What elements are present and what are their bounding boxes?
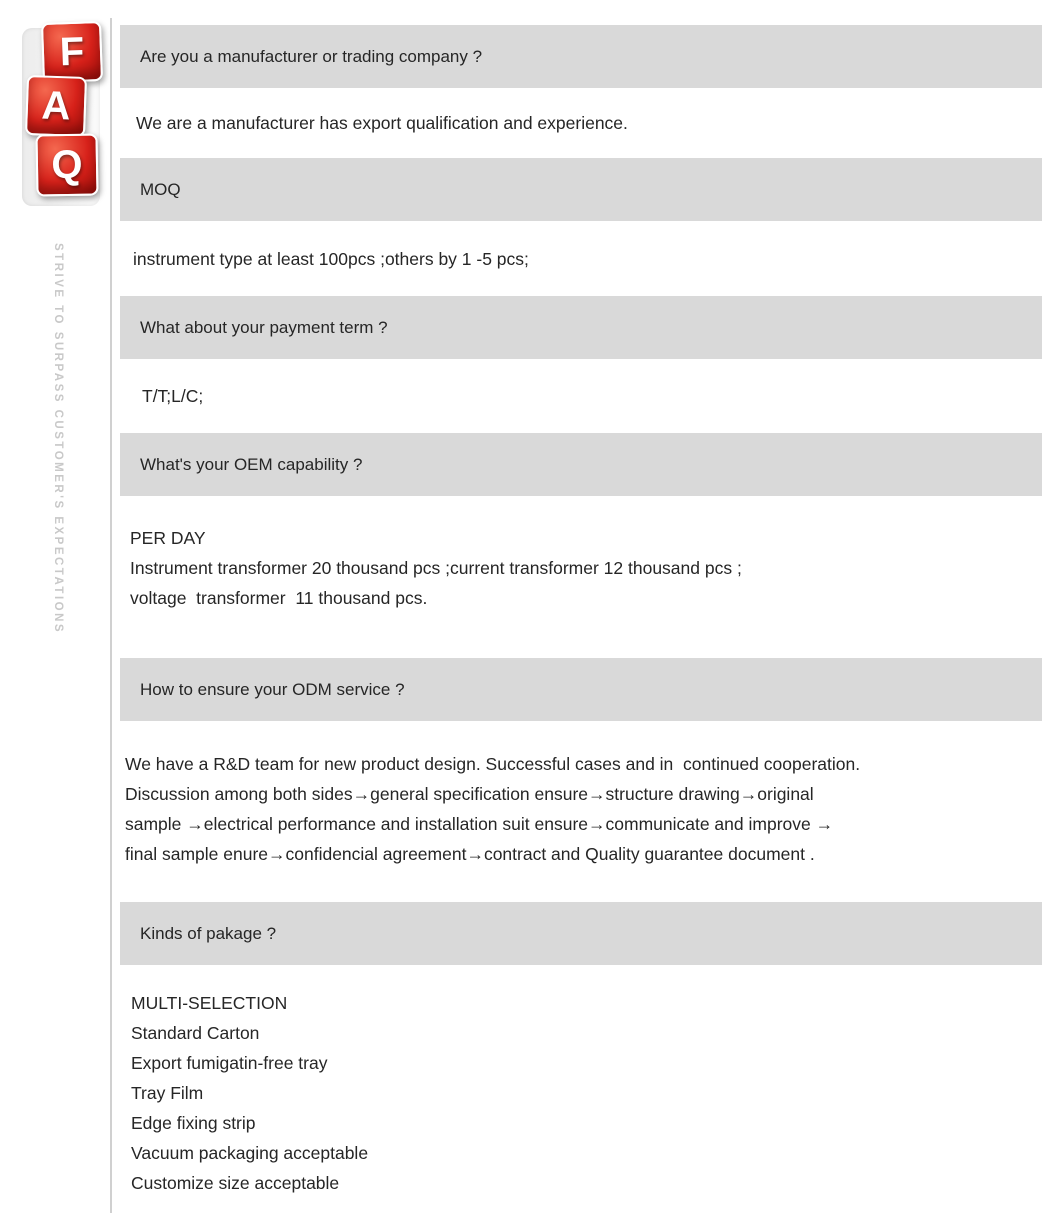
faq-question-bar: [120, 25, 1042, 88]
slogan-vertical-text: STRIVE TO SURPASS CUSTOMER'S EXPECTATIONS: [52, 243, 64, 635]
faq-answer: [120, 88, 1042, 158]
question-text: Are you a manufacturer or trading company ?: [140, 46, 483, 66]
faq-answer: [120, 221, 1042, 296]
faq-question-bar: [120, 658, 1042, 721]
answer-line: instrument type at least 100pcs ;others by 1 -5 pcs;: [133, 248, 529, 269]
answer-line: T/T;L/C;: [142, 386, 204, 406]
answer-line: Tray Film: [131, 1083, 204, 1103]
answer-line: Customize size acceptable: [131, 1173, 340, 1193]
faq-question-bar: [120, 902, 1042, 965]
answer-line: We are a manufacturer has export qualification and experience.: [136, 113, 628, 133]
vertical-divider: [110, 18, 112, 1213]
logo-letter-f: F: [59, 29, 85, 75]
answer-line: Discussion among both sides→general specification ensure→structure drawing→original: [125, 784, 814, 804]
answer-line: voltage transformer 11 thousand pcs.: [130, 588, 428, 608]
answer-line: We have a R&D team for new product design. Successful cases and in continued cooperation.: [125, 754, 861, 774]
faq-answer: [120, 721, 1042, 902]
logo-letter-q: Q: [51, 142, 83, 188]
answer-line: Edge fixing strip: [131, 1113, 256, 1133]
question-text: What about your payment term ?: [140, 317, 388, 337]
faq-question-bar: [120, 433, 1042, 496]
answer-line: Standard Carton: [131, 1023, 260, 1043]
answer-line: PER DAY: [130, 528, 206, 548]
logo-letter-a: A: [40, 83, 72, 129]
faq-cube-a: [25, 75, 87, 137]
answer-line: MULTI-SELECTION: [131, 993, 288, 1013]
faq-answer: [120, 496, 1042, 658]
question-text: MOQ: [140, 179, 181, 199]
faq-question-bar: [120, 158, 1042, 221]
faq-cube-q: [35, 133, 98, 196]
answer-line: final sample enure→confidencial agreement→contract and Quality guarantee document .: [125, 844, 815, 864]
faq-content: [120, 0, 1042, 1213]
faq-logo: [20, 22, 112, 212]
faq-question-bar: [120, 296, 1042, 359]
question-text: How to ensure your ODM service ?: [140, 679, 405, 699]
faq-answer: [120, 965, 1042, 1213]
faq-answer: [120, 359, 1042, 433]
answer-line: sample →electrical performance and installation suit ensure→communicate and improve →: [125, 814, 834, 834]
question-text: What's your OEM capability ?: [140, 454, 363, 474]
answer-line: Instrument transformer 20 thousand pcs ;current transformer 12 thousand pcs ;: [130, 558, 742, 578]
answer-line: Export fumigatin-free tray: [131, 1053, 328, 1073]
faq-cube-f: [41, 21, 103, 83]
answer-line: Vacuum packaging acceptable: [131, 1143, 369, 1163]
question-text: Kinds of pakage ?: [140, 923, 277, 943]
